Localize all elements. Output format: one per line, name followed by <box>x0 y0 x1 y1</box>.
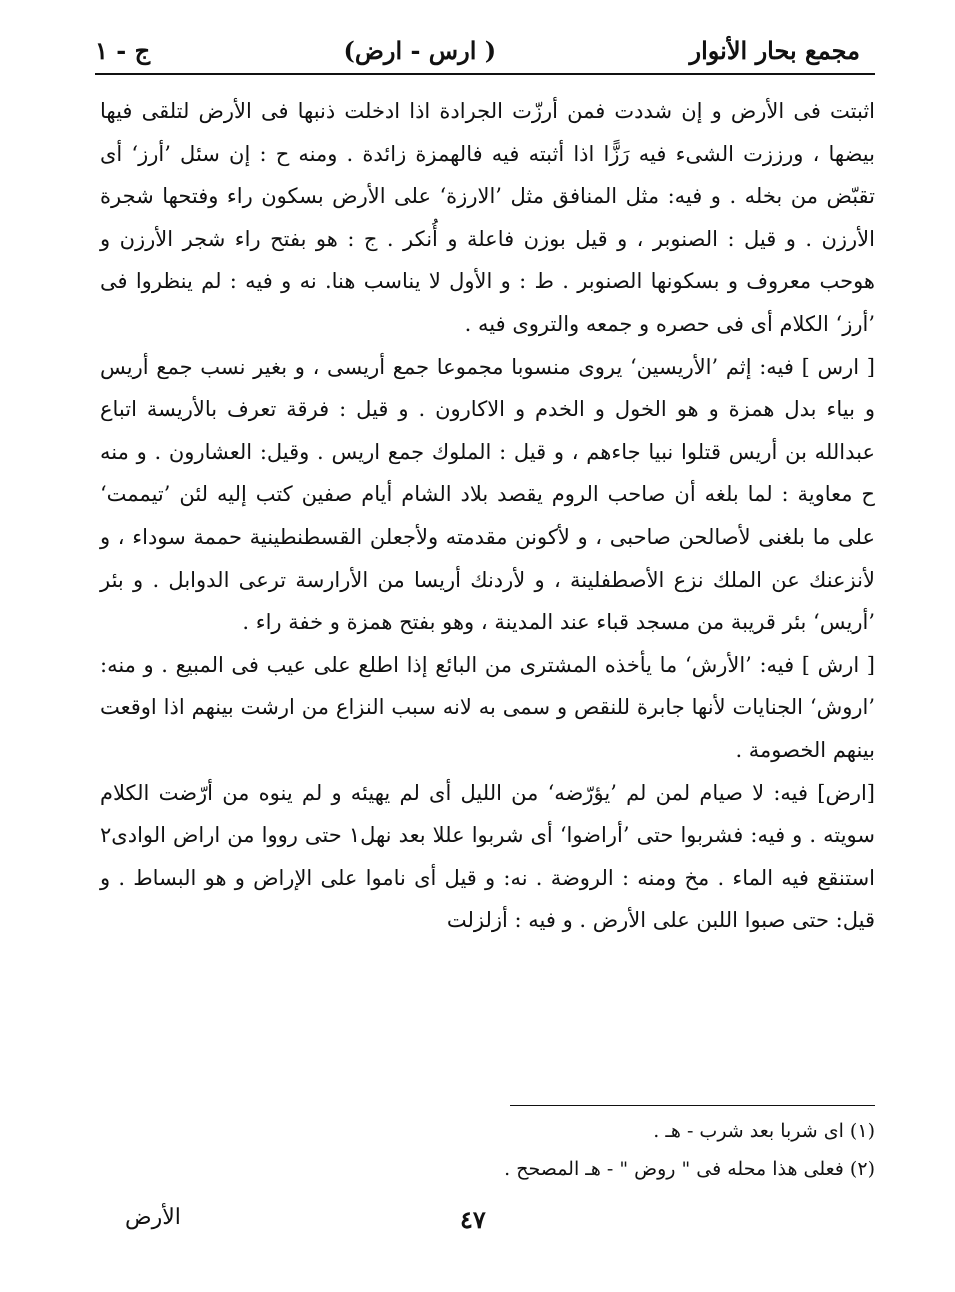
running-header <box>95 30 860 70</box>
footnote-2: (٢) فعلى هذا محله فى " روض " - هـ المصحح . <box>504 1158 875 1180</box>
header-entry-range: ( ارس - ارض) <box>343 35 497 65</box>
footnote-1: (١) اى شربا بعد شرب - هـ . <box>653 1120 875 1142</box>
catchword: الأرض <box>125 1205 181 1230</box>
footnotes <box>300 1112 875 1188</box>
header-book-title: مجمع بحار الأنوار <box>689 35 860 65</box>
paragraph-arsh: [ ارش ] فيه: ’الأرش‘ ما يأخذه المشترى من البائع إذا اطلع على عيب فى المبيع . و منه: ’اروش‘ الجنايات لأنها جابرة للنقص و سمى به لانه سبب النزاع من ارشت بينهم اذا اوقعت بينهم الخصومة . <box>100 652 875 762</box>
paragraph-aris: [ ارس ] فيه: إثم ’الأريسين‘ يروى منسوبا مجموعا جمع أريسى ، و بغير نسب جمع أريس و بياء بدل همزة و هو الخول و الخدم و الاكارون . و قيل : فرقة تعرف بالأريسة اتباع عبدالله بن أريس قتلوا نبيا جاءهم ، و قيل : الملوك جمع اريس . وقيل: العشارون . و منه ح معاوية : لما بلغه أن صاحب الروم يقصد بلاد الشام أيام صفين كتب إليه لئن ’تيممت‘ على ما بلغنى لأصالحن صاحبى ، و لأكونن مقدمته ولأجعلن القسطنطينية حممة سوداء ، و لأنزعنك عن الملك نزع الأصطفلينة ، و لأردنك أريسا من الأرارسة ترعى الدوابل . و بئر ’أريس‘ بئر قريبة من مسجد قباء عند المدينة ، وهو بفتح همزة و خفة راء . <box>100 354 875 635</box>
header-rule <box>95 73 875 75</box>
footnote-rule <box>510 1105 875 1106</box>
page-number: ٤٧ <box>460 1205 486 1234</box>
paragraph-arz: اثبتت فى الأرض و إن شددت فمن أرزّت الجرادة اذا ادخلت ذنبها فى الأرض لتلقى فيها بيضها ، ورززت الشىء فيه رَزًّا اذا أثبته فيه فالهمزة زائدة . ومنه ح : إن سئل ’أرز‘ أى تقبّض من بخله . و فيه: مثل المنافق مثل ’الارزة‘ على الأرض بسكون راء وفتحها شجرة الأرزن . و قيل : الصنوبر ، و قيل بوزن فاعلة و أُنكر . ج : هو بفتح راء شجر الأرزن و هوحب معروف و بسكونها الصنوبر . ط : و الأول لا يناسب هنا. نه و فيه : لم ينظروا فى ’أرز‘ الكلام أى فى حصره و جمعه والتروى فيه . <box>100 99 875 336</box>
header-volume: ج - ١ <box>95 35 151 65</box>
main-text <box>100 90 875 942</box>
paragraph-ard: [ارض] فيه: لا صيام لمن لم ’يؤرّضه‘ من الليل أى لم يهيئه و لم ينوه من أرّضت الكلام سويته . و فيه: فشربوا حتى ’أراضوا‘ أى شربوا عللا بعد نهل١ حتى رووا من اراض الوادى٢ استنقع فيه الماء . مخ ومنه : الروضة . نه: و قيل أى ناموا على الإراض و هو البساط . و قيل: حتى صبوا اللبن على الأرض . و فيه : أزلزلت <box>100 780 875 933</box>
